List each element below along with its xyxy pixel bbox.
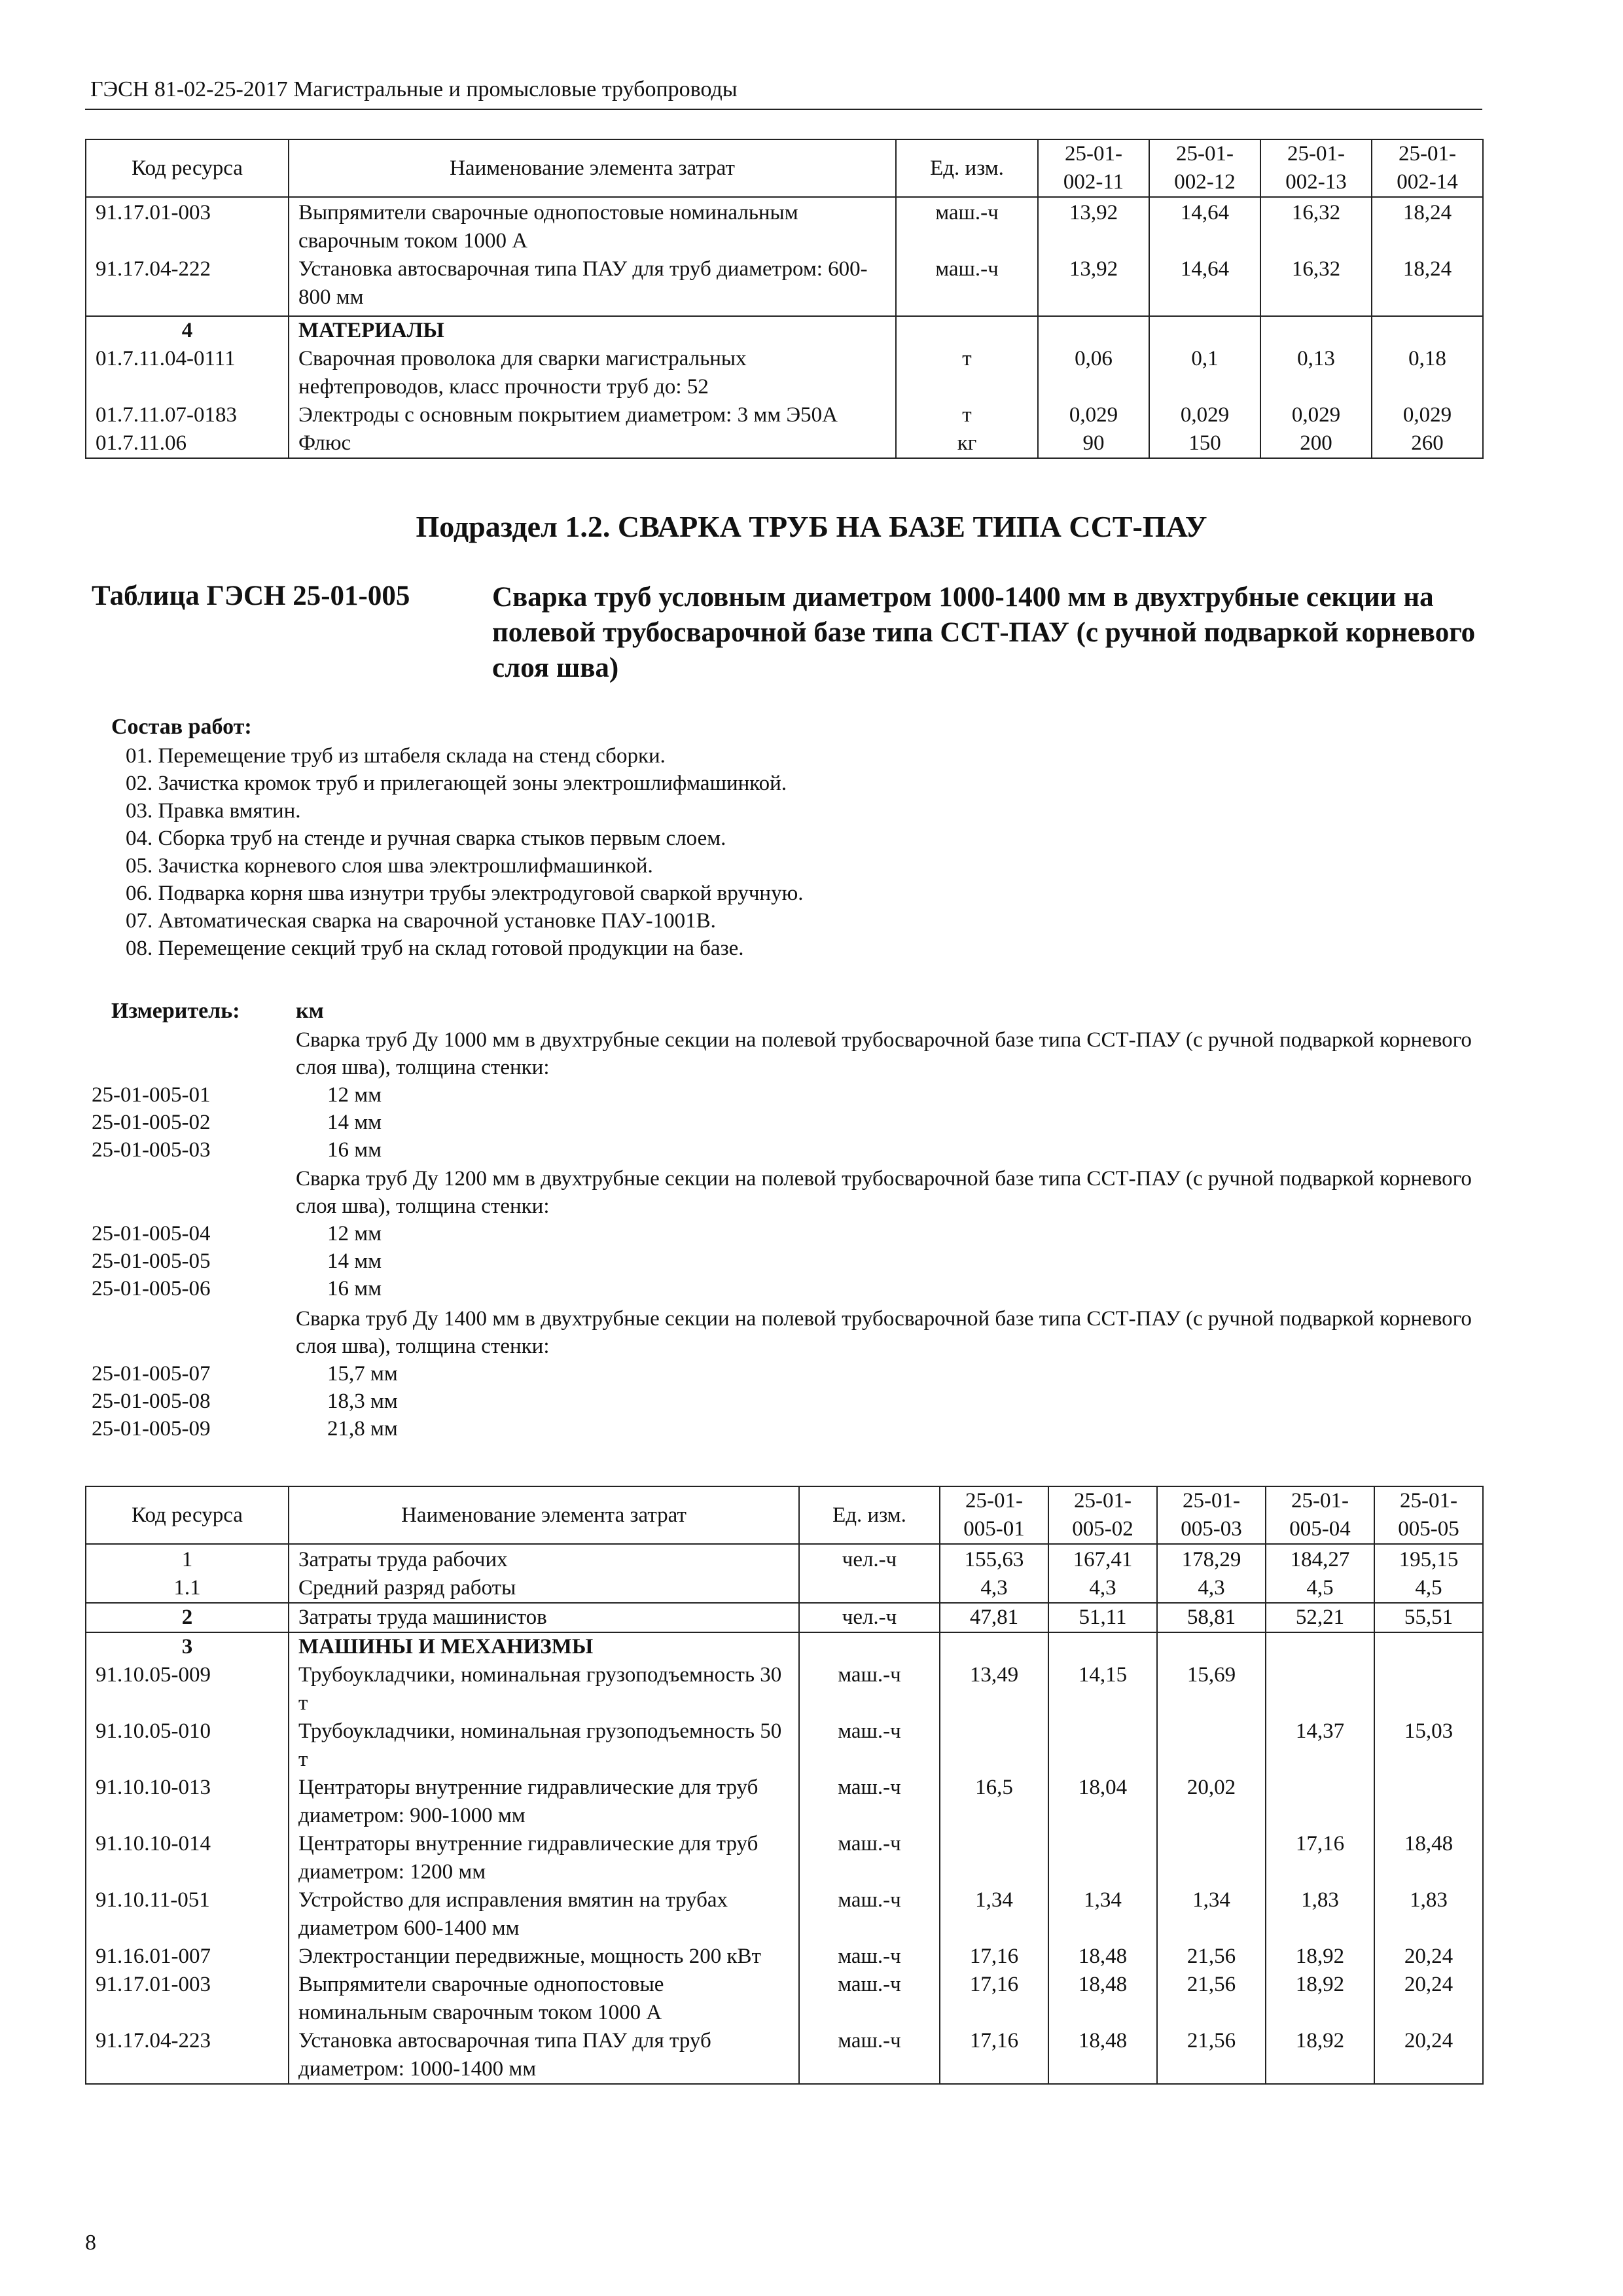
- col-header-norm: 25-01-005-05: [1374, 1486, 1483, 1544]
- resource-table-005: [85, 1486, 1484, 2085]
- table-row: 91.17.04-222 Установка автосварочная типа ПАУ для труб диаметром: 600-800 мм маш.-ч 13,92 14,64 16,32 18,24: [86, 255, 1483, 316]
- table-title: Сварка труб условным диаметром 1000-1400 мм в двухтрубные секции на полевой трубосварочной базе типа ССТ-ПАУ (с ручной подваркой корневого слоя шва): [492, 582, 1476, 683]
- section-row: 3 МАШИНЫ И МЕХАНИЗМЫ: [86, 1632, 1483, 1661]
- table-row: 91.10.10-014 Центраторы внутренние гидравлические для труб диаметром: 1200 мм маш.-ч 17,16 18,48: [86, 1830, 1483, 1886]
- col-header-name: Наименование элемента затрат: [289, 1486, 799, 1544]
- norm-value: 21,8 мм: [327, 1417, 398, 1441]
- norm-code: 25-01-005-07: [92, 1362, 211, 1386]
- norm-value: 14 мм: [327, 1249, 382, 1273]
- table-row: 2 Затраты труда машинистов чел.-ч 47,81 51,11 58,81 52,21 55,51: [86, 1603, 1483, 1632]
- table-row: 91.10.10-013 Центраторы внутренние гидравлические для труб диаметром: 900-1000 мм маш.-ч 16,5 18,04 20,02: [86, 1774, 1483, 1830]
- list-item: 02. Зачистка кромок труб и прилегающей зоны электрошлифмашинкой.: [126, 772, 787, 795]
- col-header-name: Наименование элемента затрат: [289, 139, 896, 197]
- page-number: 8: [85, 2231, 96, 2255]
- composition-list: [126, 742, 804, 962]
- measure-unit: км: [296, 999, 324, 1023]
- table-row: 91.17.01-003 Выпрямители сварочные однопостовые номинальным сварочным током 1000 А маш.-ч 17,16 18,48 21,56 18,92 20,24: [86, 1971, 1483, 2027]
- col-header-norm: 25-01-005-04: [1266, 1486, 1374, 1544]
- col-header-norm: 25-01-005-02: [1048, 1486, 1157, 1544]
- norm-value: 15,7 мм: [327, 1362, 398, 1386]
- norm-code: 25-01-005-02: [92, 1111, 211, 1134]
- norm-code: 25-01-005-05: [92, 1249, 211, 1273]
- norm-code: 25-01-005-04: [92, 1222, 211, 1246]
- table-row: 1 Затраты труда рабочих чел.-ч 155,63 167,41 178,29 184,27 195,15: [86, 1544, 1483, 1574]
- measure-description: Сварка труб Ду 1000 мм в двухтрубные секции на полевой трубосварочной базе типа ССТ-ПАУ (с ручной подваркой корневого слоя шва), толщина стенки:: [296, 1028, 1472, 1079]
- norm-code: 25-01-005-01: [92, 1083, 211, 1107]
- header-divider: [85, 109, 1482, 110]
- list-item: 05. Зачистка корневого слоя шва электрошлифмашинкой.: [126, 854, 653, 878]
- col-header-code: Код ресурса: [86, 139, 289, 197]
- norm-code: 25-01-005-06: [92, 1277, 211, 1300]
- table-row: 91.10.11-051 Устройство для исправления вмятин на трубах диаметром 600-1400 мм маш.-ч 1,34 1,34 1,34 1,83 1,83: [86, 1886, 1483, 1943]
- col-header-code: Код ресурса: [86, 1486, 289, 1544]
- table-row: 01.7.11.04-0111 Сварочная проволока для сварки магистральных нефтепроводов, класс прочности труб до: 52 т 0,06 0,1 0,13 0,18: [86, 345, 1483, 401]
- norm-value: 12 мм: [327, 1222, 382, 1246]
- table-row: 91.16.01-007 Электростанции передвижные, мощность 200 кВт маш.-ч 17,16 18,48 21,56 18,92 20,24: [86, 1943, 1483, 1971]
- norm-value: 14 мм: [327, 1111, 382, 1134]
- table-row: 91.17.04-223 Установка автосварочная типа ПАУ для труб диаметром: 1000-1400 мм маш.-ч 17,16 18,48 21,56 18,92 20,24: [86, 2027, 1483, 2084]
- col-header-norm: 25-01-005-03: [1157, 1486, 1266, 1544]
- norm-value: 18,3 мм: [327, 1390, 398, 1413]
- list-item: 01. Перемещение труб из штабеля склада на стенд сборки.: [126, 744, 666, 768]
- norm-code: 25-01-005-08: [92, 1390, 211, 1413]
- list-item: 08. Перемещение секций труб на склад готовой продукции на базе.: [126, 937, 744, 960]
- col-header-norm: 25-01-002-11: [1038, 139, 1149, 197]
- col-header-norm: 25-01-002-14: [1372, 139, 1483, 197]
- table-row: 01.7.11.07-0183 Электроды с основным покрытием диаметром: 3 мм Э50А т 0,029 0,029 0,029 0,029: [86, 401, 1483, 429]
- norm-value: 12 мм: [327, 1083, 382, 1107]
- table-row: 01.7.11.06 Флюс кг 90 150 200 260: [86, 429, 1483, 458]
- resource-table-002: [85, 139, 1484, 459]
- list-item: 07. Автоматическая сварка на сварочной установке ПАУ-1001В.: [126, 909, 716, 933]
- measure-description: Сварка труб Ду 1200 мм в двухтрубные секции на полевой трубосварочной базе типа ССТ-ПАУ (с ручной подваркой корневого слоя шва), толщина стенки:: [296, 1167, 1472, 1218]
- table-row: 91.10.05-010 Трубоукладчики, номинальная грузоподъемность 50 т маш.-ч 14,37 15,03: [86, 1717, 1483, 1774]
- measure-label: Измеритель:: [111, 999, 240, 1023]
- list-item: 06. Подварка корня шва изнутри трубы электродуговой сваркой вручную.: [126, 882, 804, 905]
- list-item: 04. Сборка труб на стенде и ручная сварка стыков первым слоем.: [126, 827, 726, 850]
- norm-code: 25-01-005-09: [92, 1417, 211, 1441]
- table-row: 91.17.01-003 Выпрямители сварочные однопостовые номинальным сварочным током 1000 А маш.-ч 13,92 14,64 16,32 18,24: [86, 197, 1483, 255]
- col-header-norm: 25-01-005-01: [940, 1486, 1048, 1544]
- measure-description: Сварка труб Ду 1400 мм в двухтрубные секции на полевой трубосварочной базе типа ССТ-ПАУ (с ручной подваркой корневого слоя шва), толщина стенки:: [296, 1307, 1472, 1358]
- section-row: 4 МАТЕРИАЛЫ: [86, 316, 1483, 345]
- norm-code: 25-01-005-03: [92, 1138, 211, 1162]
- col-header-unit: Ед. изм.: [799, 1486, 940, 1544]
- norm-value: 16 мм: [327, 1277, 382, 1300]
- table-label: Таблица ГЭСН 25-01-005: [92, 581, 410, 611]
- table-row: 1.1 Средний разряд работы 4,3 4,3 4,3 4,5 4,5: [86, 1574, 1483, 1603]
- composition-title: Состав работ:: [111, 715, 252, 739]
- col-header-norm: 25-01-002-13: [1260, 139, 1372, 197]
- list-item: 03. Правка вмятин.: [126, 799, 301, 823]
- table-row: 91.10.05-009 Трубоукладчики, номинальная грузоподъемность 30 т маш.-ч 13,49 14,15 15,69: [86, 1661, 1483, 1717]
- col-header-unit: Ед. изм.: [896, 139, 1038, 197]
- col-header-norm: 25-01-002-12: [1149, 139, 1260, 197]
- running-header: ГЭСН 81-02-25-2017 Магистральные и промысловые трубопроводы: [90, 77, 738, 101]
- subsection-heading: Подраздел 1.2. СВАРКА ТРУБ НА БАЗЕ ТИПА ССТ-ПАУ: [416, 510, 1207, 543]
- norm-value: 16 мм: [327, 1138, 382, 1162]
